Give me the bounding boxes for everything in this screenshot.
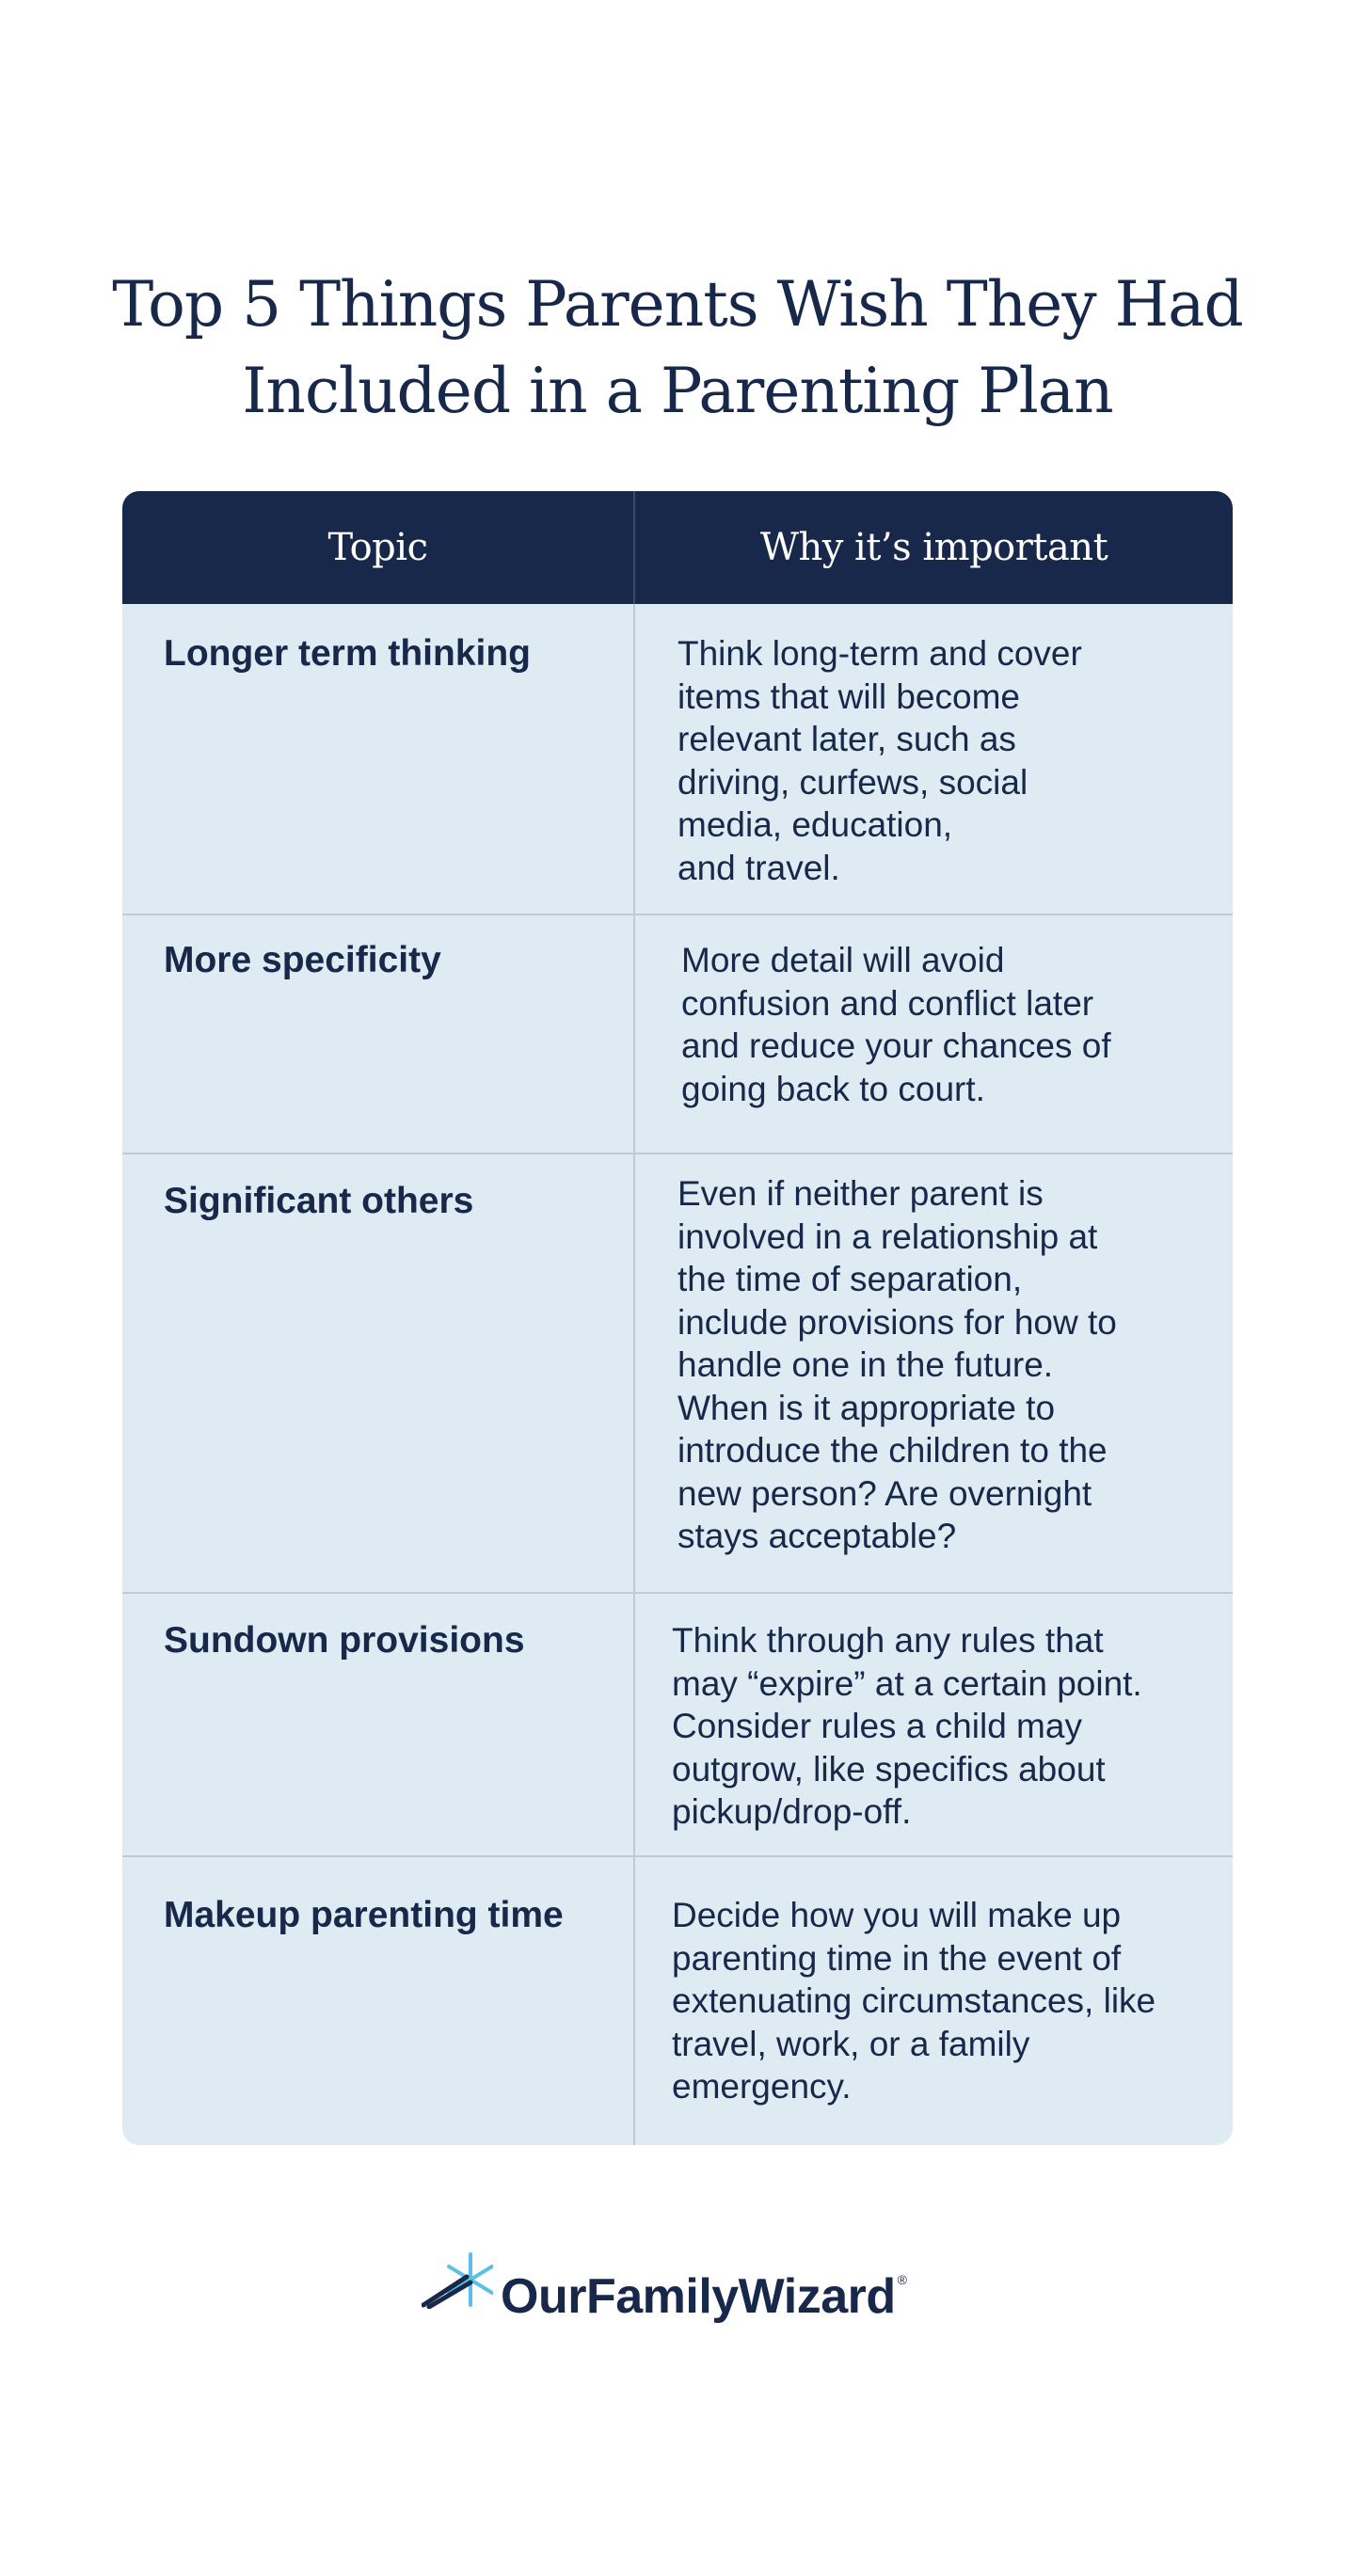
row-4-why: Think through any rules that may “expire” at a certain point. Consider rules a child may outgrow, like specifics about pickup/drop-off. <box>672 1621 1142 1831</box>
header-topic: Topic <box>327 526 428 569</box>
row-1-topic: Longer term thinking <box>164 633 531 674</box>
parenting-plan-table <box>122 491 1233 2145</box>
page-title <box>0 262 1355 435</box>
page-title-line-1: Top 5 Things Parents Wish They Had <box>112 268 1243 341</box>
row-separator <box>122 914 1233 915</box>
row-1-why: Think long-term and cover items that will become relevant later, such as driving, curfews, social media, education, and travel. <box>678 634 1082 887</box>
row-4-topic: Sundown provisions <box>164 1620 525 1661</box>
ourfamilywizard-logo <box>422 2247 948 2324</box>
table-header <box>122 491 1233 604</box>
row-2-why: More detail will avoid confusion and conflict later and reduce your chances of going back to court. <box>681 941 1111 1108</box>
page-title-line-2: Included in a Parenting Plan <box>242 355 1113 427</box>
brand-name-text: OurFamilyWizard <box>501 2269 896 2324</box>
row-separator <box>122 1855 1233 1857</box>
registered-mark: ® <box>897 2272 907 2287</box>
row-separator <box>122 1592 1233 1594</box>
row-5-topic: Makeup parenting time <box>164 1895 564 1935</box>
row-separator <box>122 1153 1233 1154</box>
brand-name <box>501 2247 907 2330</box>
ourfamilywizard-logo-icon <box>422 2250 493 2309</box>
row-5-why: Decide how you will make up parenting time in the event of extenuating circumstances, like travel, work, or a family emergency. <box>672 1896 1156 2106</box>
header-why-important: Why it’s important <box>759 526 1108 569</box>
row-2-topic: More specificity <box>164 940 441 980</box>
row-3-topic: Significant others <box>164 1181 474 1221</box>
column-divider <box>633 491 635 2145</box>
row-3-why: Even if neither parent is involved in a relationship at the time of separation, include provisions for how to handle one in the future. When is it appropriate to introduce the children to the new person? Are overnight stays acceptable? <box>678 1174 1117 1555</box>
